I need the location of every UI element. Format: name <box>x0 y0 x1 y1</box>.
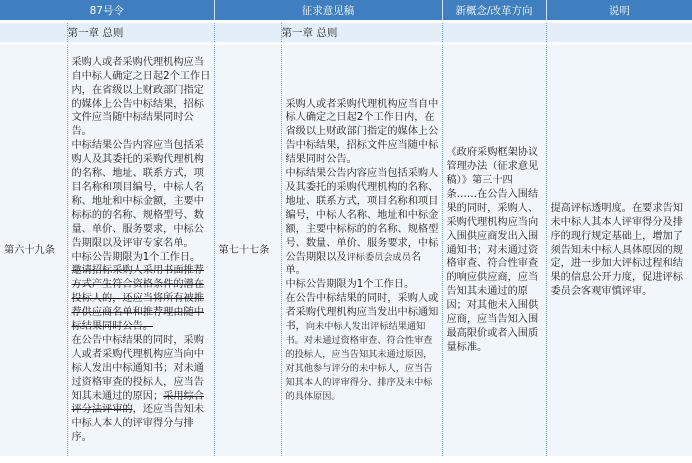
old-article-number: 第六十九条 <box>0 45 67 456</box>
article-row <box>0 45 692 456</box>
chapter-new: 第一章 总则 <box>281 23 442 42</box>
new-para-1: 采购人或者采购代理机构应当自中标人确定之日起2个工作日内，在省级以上财政部门指定的媒体上公告中标结果，招标文件应当随中标结果同时公告。 <box>285 98 439 166</box>
header-concept: 新概念/改革方向 <box>442 0 546 20</box>
new-para-2: 中标结果公告内容应当包括采购人及其委托的采购代理机构的名称、地址、联系方式，项目名称和项目编号，中标人名称、地址和中标金额，主要中标标的的名称、规格型号、数量、单价、服务要求，中标公告期限以及评标委员会成员名单。 <box>285 168 439 277</box>
old-para-5-deleted: 采用综合评分法评审的 <box>71 390 204 416</box>
concept-text: 《政府采购框架协议管理办法（征求意见稿）》第三十四条……在公告入围结果的同时，采购人、采购代理机构应当向入围供应商发出入围通知书；对未通过资格审查、符合性审查的响应供应商，应当告知其未通过的原因；对其他未入围供应商，应当告知入围最高限价或者入围质量标准。 <box>442 45 546 456</box>
chapter-old: 第一章 总则 <box>67 23 214 42</box>
header-row <box>0 0 692 20</box>
old-para-3: 中标公告期限为1个工作日。 <box>71 251 201 263</box>
old-article-text <box>67 45 214 456</box>
new-para-4: 在公告中标结果的同时，采购人或者采购代理机构应当发出中标通知书，向未中标人发出评标结果通知书。对未通过资格审查、符合性审查的投标人，应当告知其未通过原因，对其他参与评分的未中标人，应当告知其本人的评审得分、排序及未中标的具体原因。 <box>285 293 439 402</box>
chapter-row <box>0 23 692 42</box>
new-article-text <box>281 45 442 456</box>
header-87: 87号令 <box>0 0 214 20</box>
new-para-2-added: 评标委员会成员 <box>346 251 411 263</box>
old-para-1: 采购人或者采购代理机构应当自中标人确定之日起2个工作日内，在省级以上财政部门指定的媒体上公告中标结果，招标文件应当随中标结果同时公告。 <box>71 56 211 138</box>
header-draft: 征求意见稿 <box>214 0 442 20</box>
new-para-3: 中标公告期限为1个工作日。 <box>285 279 415 291</box>
note-text: 提高评标透明度。在要求告知未中标人其本人评审得分及排序的现行规定基础上，增加了须告知未中标人具体原因的规定，进一步加大评标过程和结果的信息公开力度，促进评标委员会客观审慎评审。 <box>546 45 692 456</box>
old-para-4-deleted: 邀请招标采购人采用书面推荐方式产生符合资格条件的潜在投标人的，还应当将所有被推荐供应商名单和推荐理由随中标结果同时公告。 <box>71 265 204 333</box>
header-note: 说明 <box>546 0 692 20</box>
new-article-number: 第七十七条 <box>214 45 281 456</box>
new-para-4-added: 向未中标人发出评标结果通知书。对未通过资格审查、符合性审查的投标人，应当告知其未通过原因，对其他参与评分的未中标人，应当告知其本人的评审得分、排序及未中标的具体原因。 <box>285 321 433 402</box>
old-para-5: 在公告中标结果的同时，采购人或者采购代理机构应当向中标人发出中标通知书；对未通过资格审查的投标人，应当告知其未通过的原因；采用综合评分法评审的，还应当告知未中标人本人的评审得分与排序。 <box>71 334 204 444</box>
old-para-2: 中标结果公告内容应当包括采购人及其委托的采购代理机构的名称、地址、联系方式，项目名称和项目编号，中标人名称、地址和中标金额，主要中标标的的名称、规格型号、数量、单价、服务要求，中标公告期限以及评审专家名单。 <box>71 140 204 249</box>
